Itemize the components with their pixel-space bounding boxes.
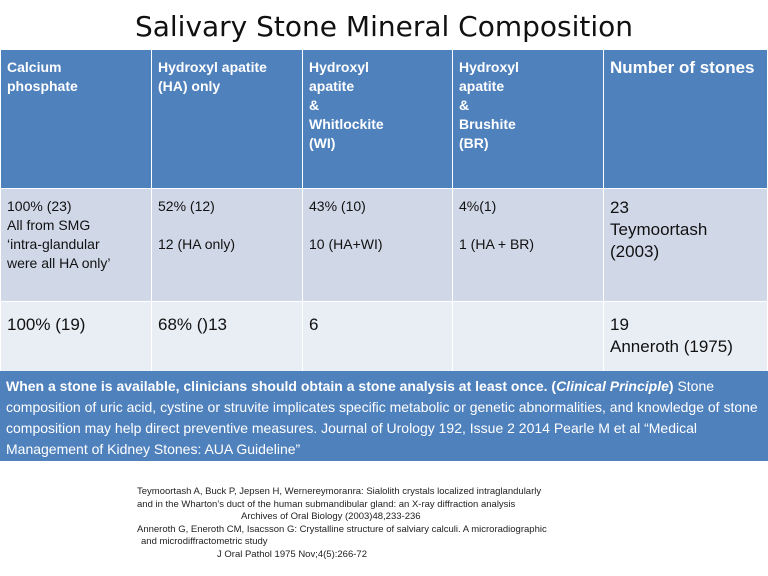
references xyxy=(137,486,617,561)
cell: 100% (19) xyxy=(1,302,152,375)
reference-line: Archives of Oral Biology (2003)48,233-236 xyxy=(241,511,421,522)
reference-line: Teymoortash A, Buck P, Jepsen H, Wernereymoranra: Sialolith crystals localized intraglandularly xyxy=(137,486,542,497)
cell xyxy=(453,302,604,375)
table-row xyxy=(1,302,768,375)
cell: 23 Teymoortash (2003) xyxy=(604,189,768,302)
header-ha-wi: Hydroxyl apatite & Whitlockite (WI) xyxy=(303,50,453,189)
table-row xyxy=(1,189,768,302)
cell: 43% (10) 10 (HA+WI) xyxy=(303,189,453,302)
header-ha-br: Hydroxyl apatite & Brushite (BR) xyxy=(453,50,604,189)
cell: 19 Anneroth (1975) xyxy=(604,302,768,375)
note-body: Stone composition of uric acid, cystine or struvite implicates specific metabolic or genetic abnormalities, and knowledge of stone composition may help direct preventive measures. Journal of Urology 192, Issue 2 2014 Pearle M et al “Medical Management of Kidney Stones: AUA Guideline” xyxy=(6,378,758,457)
cell: 100% (23) All from SMG ‘intra-glandular were all HA only’ xyxy=(1,189,152,302)
note-italic-text: Clinical Principle xyxy=(556,378,669,394)
cell: 6 xyxy=(303,302,453,375)
reference-line: and in the Wharton’s duct of the human submandibular gland: an X-ray diffraction analysis xyxy=(137,498,516,510)
cell: 52% (12) 12 (HA only) xyxy=(152,189,303,302)
reference-line: J Oral Pathol 1975 Nov;4(5):266-72 xyxy=(217,548,367,560)
header-calcium-phosphate: Calcium phosphate xyxy=(1,50,152,189)
page-title: Salivary Stone Mineral Composition xyxy=(134,10,634,43)
note-bold-text: When a stone is available, clinicians should obtain a stone analysis at least once. ( xyxy=(6,378,557,394)
cell: 68% ()13 xyxy=(152,302,303,375)
note-bold-close: ) xyxy=(668,378,674,394)
reference-line: and microdiffractometric study xyxy=(141,536,268,547)
clinical-principle-note xyxy=(0,371,768,461)
table-header-row xyxy=(1,50,768,189)
composition-table xyxy=(0,49,768,375)
reference-line: Anneroth G, Eneroth CM, Isacsson G: Crystalline structure of salviary calculi. A microradiographic xyxy=(137,523,547,535)
header-number-of-stones: Number of stones xyxy=(604,50,768,189)
cell: 4%(1) 1 (HA + BR) xyxy=(453,189,604,302)
header-ha-only: Hydroxyl apatite (HA) only xyxy=(152,50,303,189)
